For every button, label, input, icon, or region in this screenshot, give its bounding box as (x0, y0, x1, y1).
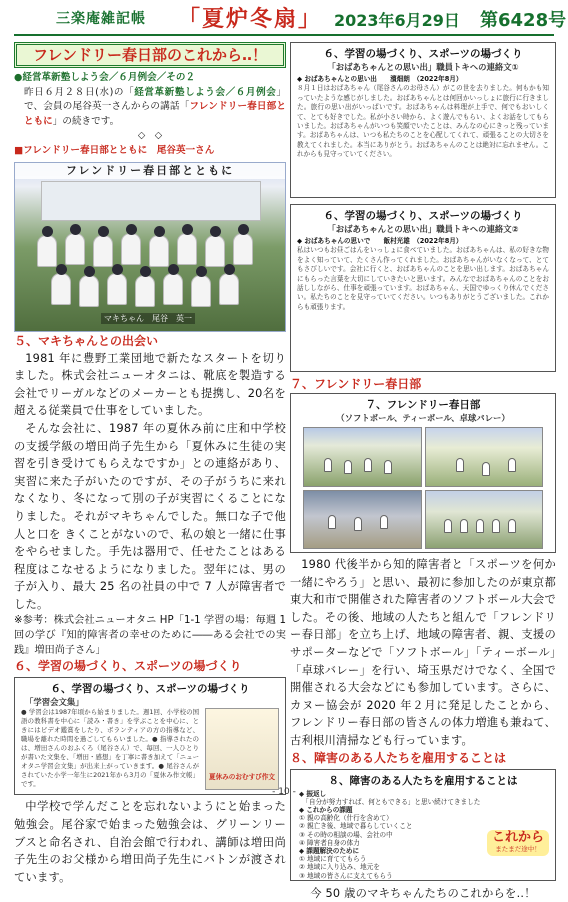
employment-list-item: ③ その時の相談の場、会社の中 (299, 830, 393, 839)
photo-person (51, 273, 71, 305)
photo-person (79, 275, 99, 307)
photo-person (65, 233, 85, 265)
employment-list-item: ② 地域に入り込み、地元を (299, 863, 380, 872)
reference-note: ※参考：株式会社ニューオタニ HP「1-1 学習の場：毎週 1 回の学び『知的障害者の幸せのために――ある会社での実践』増田尚子さん」 (14, 615, 286, 657)
letter-box-2-text: 私はいつもお昼ごはんをいっしょに食べていました。おばあちゃんは、私の好きな物をよく知っていて、たくさん作ってくれました。おばあちゃんがいなくなって、とてもさびしいです。会社に行くと、おばあちゃんのことを思い出します。おばあちゃんにもらった言葉を大切にしていきたいと思います。みんなでおばあちゃんのことをお話ししながら、仕事を頑張っています。おばあちゃん、天国でゆっくり休んでください。私たちのことを見守っていてください。いつもありがとうございました。これからも頑張ります。 (297, 246, 549, 311)
study-box-text: ● 学習会は1987年頃から始まりました。週1回、小学校の国語の教科書を中心に「読み・書き」を学ぶことを中心に、ときにはビデオ鑑賞をしたり、ボランティアの方の指導など、職場を離れた時間を過ごしてもらいました。● 指導されたのは、増田さんのおふくろ（尾谷さん）で、毎回、一人ひとりが書いた文集を、「増田・感想」を丁寧に書き加えて「ニューオタニ学習会文集」が出来上がっていきます。● 尾谷さんがされていた小学一年生に2021年から3月の「夏休み作文帳」です。 (21, 708, 199, 789)
teeball-photo (425, 427, 544, 487)
photo-person (93, 235, 113, 267)
section-6-paragraph: 中学校で学んだことを忘れないようにと始まった勉強会。尾谷家で始まった勉強会は、グリーンリーブスと命名され、自治会館で行われ、講師は増田尚子先生のお父様から増田尚子先生にバトンが渡されています。 (14, 800, 286, 884)
closing-line: 今 50 歳のマキちゃんたちのこれからを‥！ (310, 886, 536, 900)
employment-box-title: ８、障害のある人たちを雇用することは (328, 774, 518, 787)
employment-list-item: ◆ 振返し (299, 789, 327, 798)
softball-photo (303, 427, 422, 487)
section-7-heading: ７、フレンドリー春日部 (290, 377, 422, 391)
photo-person (205, 235, 225, 267)
photo-person (149, 235, 169, 267)
page-number: - 10 - (272, 787, 296, 797)
study-box-title: ６、学習の場づくり、スポーツの場づくり (50, 683, 250, 696)
letter-box-2 (290, 204, 556, 372)
photo-person (107, 273, 127, 305)
study-box-subtitle: 「学習会文集」 (25, 697, 84, 708)
left-column (14, 42, 286, 886)
photo-person (233, 233, 253, 265)
letter-box-1 (290, 42, 556, 198)
friendly-kasukabe-box (290, 393, 556, 553)
employment-box (290, 769, 556, 881)
letter-box-1-title: ６、学習の場づくり、スポーツの場づくり (323, 48, 523, 60)
photo-person (191, 275, 211, 307)
issue-date: 2023年6月29日 (334, 11, 460, 30)
photo-person (121, 233, 141, 265)
photo-person (163, 273, 183, 305)
employment-list-item: 「自分が努力すれば、何ともできる」と思い続けてきました (299, 797, 481, 806)
study-box-image (205, 708, 279, 790)
letter-box-2-title: ６、学習の場づくり、スポーツの場づくり (323, 210, 523, 222)
photo-banner-cloth (41, 181, 261, 221)
header-rule (14, 34, 554, 36)
org-label: 三楽庵雑記帳 (56, 11, 146, 27)
photo-caption: フレンドリー春日部とともに (15, 163, 285, 179)
section-5-paragraph-2: そんな会社に、1987 年の夏休み前に庄和中学校の支援学級の増田尚子先生から「夏休みに生徒の実習を引き受けてもらえなですか」との連絡があり、実習に来た子がいたのですが、その子がうちに来れなくなり、冬になって別の子が実習にくることになりました。それがマキちゃんでした。無口な子で他人と口を きくことがないので、私の娘と一緒に仕事をやらせました。手先は器用で、任せたことはある程度はこなせるようになりました。翌年には、男の子が入り、最大 25 名の社員の中で 7 人が障害者でした。 (14, 421, 286, 611)
employment-list-item: ① 地域に育ててもらう (299, 855, 367, 864)
photo-person (177, 233, 197, 265)
friendly-box-subtitle: （ソフトボール、ティーボール、卓球バレー） (336, 413, 510, 423)
photo-name-tag: マキちゃん 尾谷 英一 (101, 313, 195, 324)
korekara-badge: これから またまだ途中！ (487, 830, 549, 856)
letter-box-1-text: ８月１日はおばあちゃん（尾谷さんのお母さん）がこの世を去りました。何もかも知っていたような感じがしました。おばあちゃんとは何回かいっしょに旅行に行きました。旅行の思い出がいっぱいです。おばあちゃんは料理が上手で、何でもおいしくて、とても好きでした。私が小さい時から、よく遊んでもらい、よくお話をしてもらいました。おばあちゃんがいつも笑顔でいたことは、みんなの心にきっと残っています。おばあちゃんは、いつも私たちのことを心配してくれて、頑張ることの大切さを教えてくれました。本当にありがとう。おばあちゃんのことは絶対に忘れません。これからも見守っていてください。 (297, 84, 549, 159)
employment-list-item: ③ 地域の皆さんに支えてもらう (299, 871, 393, 880)
diamond-divider: ◇ ◇ (137, 130, 163, 142)
bullet-heading: ●経営革新塾しよう会／６月例会／その２ (14, 72, 196, 83)
table-volleyball-photo (303, 490, 422, 550)
employment-list-item: ◆ これからの課題 (299, 805, 353, 814)
article-banner: フレンドリー春日部のこれから‥！ (14, 42, 286, 68)
employment-list-item: ② 親亡き後、地域で暮らしていくこと (299, 822, 413, 831)
section-8-heading: ８、障害のある人たちを雇用することは (290, 750, 507, 765)
letter-box-2-subtitle: 「おばあちゃんとの思い出」職員トキへの連絡文② (327, 224, 519, 234)
intro-paragraph: 昨日６月２８日(水)の「経営革新塾しよう会／６月例会」で、会員の尾谷英一さんからの講話「フレンドリー春日部とともに」の続きです。 (24, 86, 286, 127)
newsletter-title: 「夏炉冬扇」 (178, 6, 323, 32)
letter-box-1-author: ◆ おばあちゃんとの思い出 濱畑朗 （2022年8月） (297, 75, 463, 83)
photo-person (219, 273, 239, 305)
letter-box-2-author: ◆ おばあちゃんの思いで 飯村光雄 （2022年8月） (297, 237, 463, 245)
photo-person (135, 275, 155, 307)
section-7-paragraph: 1980 代後半から知的障害者と「スポーツを何か一緒にやろう」と思い、最初に参加したのが東京都東大和市で開催された障害者のソフトボール大会でした。その後、地域の人たちと組んで「フレンドリー春日部」を立ち上げ、地域の障害者、親、支援のサポーターなどで「ソフトボール」「ティーボール」「卓球バレー」を行い、埼玉県だけでなく、全国で開催される大会などにも参加しています。さらに、カヌー協会が 2020 年２月に発足したことから、フレンドリー春日部の皆さんの体力増進も兼ねて、古利根川清掃なども行っています。 (290, 558, 556, 747)
study-box (14, 677, 286, 795)
sports-photo-grid (303, 427, 543, 549)
employment-list-item: ◆ 課題解決のために (299, 846, 360, 855)
photo-person (37, 235, 57, 267)
friendly-box-title: ７、フレンドリー春日部 (365, 399, 481, 411)
section-5-heading: ５、マキちゃんとの出会い (14, 333, 159, 348)
letter-box-1-subtitle: 「おばあちゃんとの思い出」職員トキへの連絡文① (327, 62, 519, 72)
employment-list-item: ① 親の高齢化（什行を含めて） (299, 814, 393, 823)
intro-block (14, 71, 286, 159)
study-box-image-caption: 夏休みのおむすび作文 (209, 773, 275, 782)
page-header (0, 0, 568, 36)
section-5-paragraph-1: 1981 年に豊野工業団地で新たなスタートを切りました。株式会社ニューオタニは、靴底を製造する会社でリーガルなどのメーカーとも提携し、20名を超える従業員で仕事をしていました。 (14, 351, 286, 418)
team-photo (425, 490, 544, 550)
employment-list-item: ④ 障害者自身の体力 (299, 838, 360, 847)
group-photo (14, 162, 286, 332)
right-column (290, 42, 556, 902)
sub-heading: ■フレンドリー春日部とともに 尾谷英一さん (14, 144, 215, 156)
issue-number: 第6428号 (480, 10, 567, 31)
section-6-heading: ６、学習の場づくり、スポーツの場づくり (14, 659, 242, 674)
